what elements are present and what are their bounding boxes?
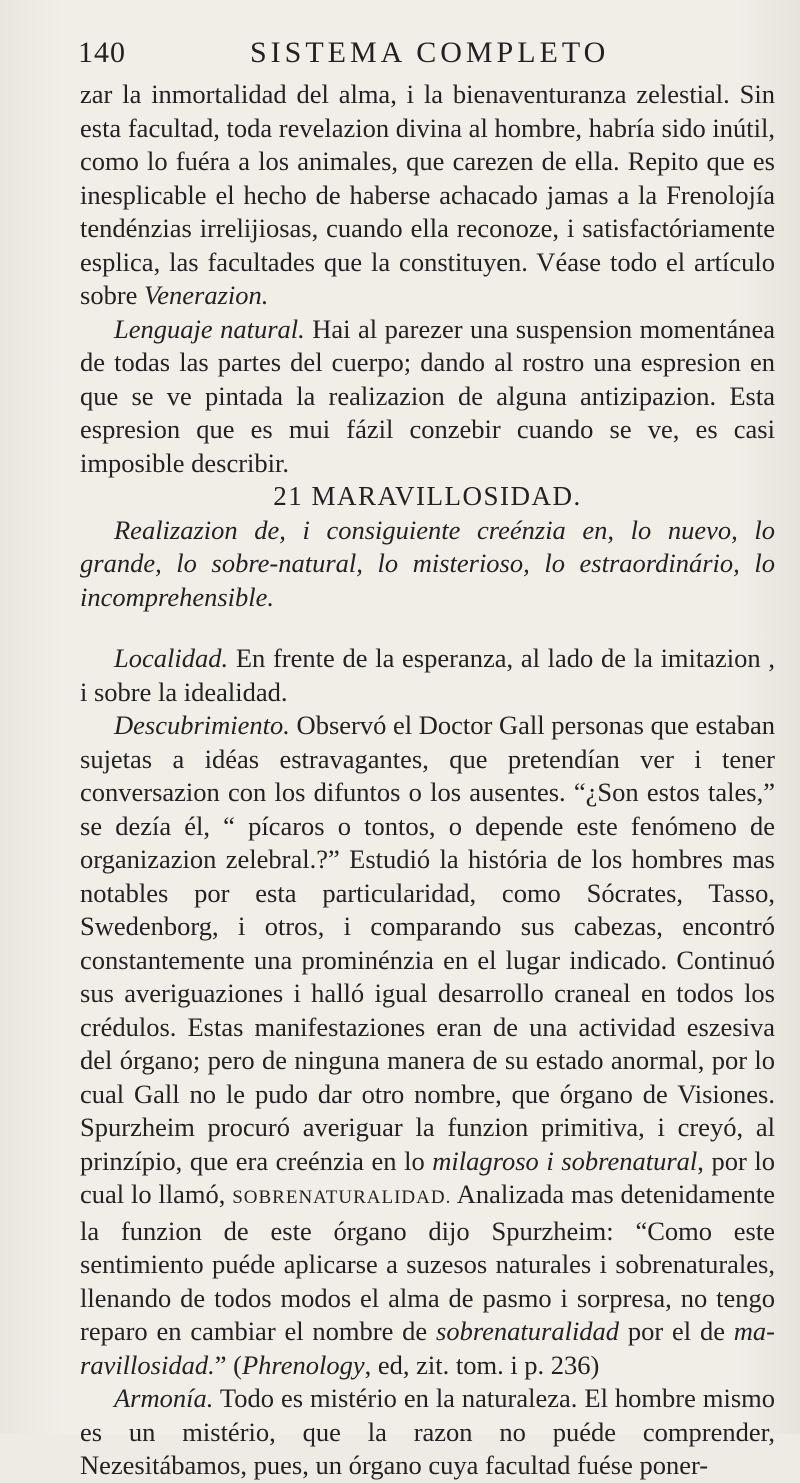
section-title: 21 MARAVILLOSIDAD.: [273, 481, 582, 511]
paragraph-term: Armonía.: [114, 1383, 214, 1413]
definition-text: , i consiguiente creénzia en, lo nuevo, lo grande, lo sobre-natural, lo misterioso, lo estraordinário, lo incomprehensible.: [80, 514, 775, 612]
paragraph-text: por el de: [619, 1316, 734, 1346]
paragraph-term: Localidad.: [114, 643, 229, 673]
page-header: [78, 36, 738, 76]
paragraph-text: zar la inmortalidad del alma, i la bienaventuranza zelestial. Sin esta facultad, toda revelazion divina al hombre, habría sido inútil, como lo fuéra a los animales, que carezen de ella. Repito que es inesplicable el hecho de haberse achacado jamas a la Frenolojía tendénzias irrelijiosas, cuando ella reconoze, i satisfactóriamente esplica, las facultades que la constituyen. Véase todo el artículo sobre: [80, 79, 775, 310]
paragraph-descubrimiento: [80, 709, 775, 1382]
italic-phrase: milagroso i sobrenatural: [432, 1145, 698, 1176]
paragraph-text: Analizada mas detenidamente la funzion de este órgano dijo Spurzheim: “Como este sentimiento puéde aplicarse a suzesos naturales i sobrenaturales, llenando de todos modos el alma de pasmo i sorpresa, no tengo reparo en cambiar el nombre de: [80, 1179, 775, 1346]
paragraph-term: Lenguaje natural.: [114, 313, 305, 344]
paragraph-text: ” (: [214, 1349, 242, 1380]
paragraph-text: , por lo cual lo llamó,: [80, 1145, 775, 1209]
paragraph-text: , ed, zit. tom. i p. 236): [364, 1349, 600, 1380]
running-head: SISTEMA COMPLETO: [250, 36, 610, 69]
definition-term: Realizazion de: [114, 514, 280, 545]
paragraph-text: Hai al parezer una suspension momentánea de todas las partes del cuerpo; dando al rostro una espresion en que se ve pintada la realizazion de alguna antizipazion. Esta espresion que es mui fázil conzebir cuando se ve, es casi imposible describir.: [80, 313, 775, 478]
page-number: 140: [78, 36, 126, 69]
paragraph-text: En frente de la esperanza, al lado de la imitazion , i sobre la idealidad.: [80, 643, 775, 707]
paragraph-armonia: [80, 1382, 775, 1483]
italic-citation: Phrenology: [241, 1349, 365, 1380]
paragraph-continuation: [80, 78, 775, 313]
paragraph-lenguaje-natural: [80, 313, 775, 481]
cross-reference: Venerazion.: [144, 280, 269, 310]
italic-phrase: maravillosidad.: [80, 1316, 775, 1380]
section-definition: [80, 514, 775, 615]
paragraph-term: Descubrimiento.: [114, 710, 290, 740]
paragraph-text: Todo es mistério en la naturaleza. El hombre mismo es un mistério, que la razon no puéde comprender, Nezesitábamos, pues, un órgano cuya facultad fuése poner-: [80, 1383, 775, 1480]
italic-phrase: sobrenaturalidad: [436, 1316, 620, 1346]
paragraph-text: Observó el Doctor Gall personas que estaban sujetas a idéas estravagantes, que pretendían ver i tener conversazion con los difuntos o los ausentes. “¿Son estos tales,” se dezía él, “ pícaros o tontos, o depende este fenómeno de organizazion zelebral.?” Estudió la história de los hombres mas notables por esta particularidad, como Sócrates, Tasso, Swedenborg, i otros, i comparando sus cabezas, encontró constantemente una prominénzia en el lugar indicado. Continuó sus averiguaziones i halló igual desarrollo craneal en todos los crédulos. Estas manifestaziones eran de una actividad eszesiva del órgano; pero de ninguna manera de su estado anormal, por lo cual Gall no le pudo dar otro nombre, que órgano de Visiones. Spurzheim procuró averiguar la funzion primitiva, i creyó, al prinzípio, que era creénzia en lo: [80, 710, 775, 1176]
paragraph-localidad: [80, 642, 775, 709]
body-text: [80, 78, 775, 1483]
small-caps-term: SOBRENATURALIDAD.: [232, 1187, 452, 1208]
